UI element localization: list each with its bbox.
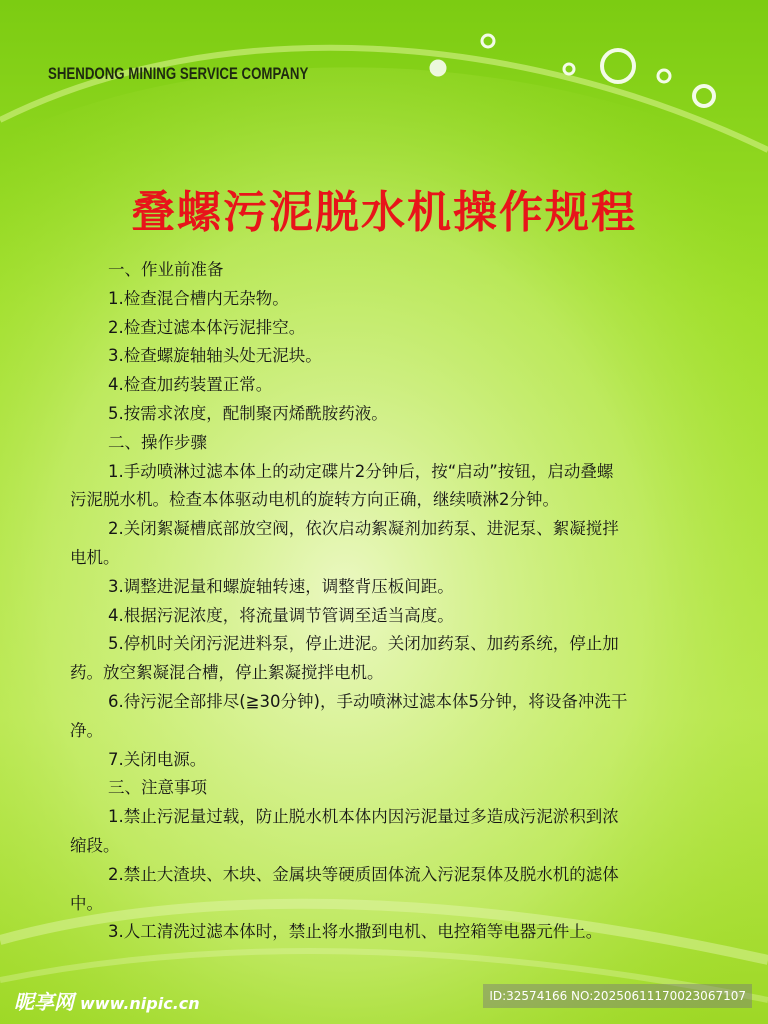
text-line: 4.检查加药装置正常。 <box>108 375 273 395</box>
text-line: 2.检查过滤本体污泥排空。 <box>108 317 306 337</box>
watermark-logo-text: 昵享网 <box>14 990 74 1014</box>
page-title: 叠螺污泥脱水机操作规程 <box>131 187 637 238</box>
text-line: 三、注意事项 <box>108 778 207 798</box>
text-line: 4.根据污泥浓度，将流量调节管调至适当高度。 <box>108 605 454 625</box>
text-line: 3.检查螺旋轴轴头处无泥块。 <box>108 346 322 366</box>
text-line: 2.关闭絮凝槽底部放空阀，依次启动絮凝剂加药泵、进泥泵、絮凝搅拌 <box>108 519 619 539</box>
text-line: 2.禁止大渣块、木块、金属块等硬质固体流入污泥泵体及脱水机的滤体 <box>108 864 619 884</box>
text-line: 1.禁止污泥量过载，防止脱水机本体内因污泥量过多造成污泥淤积到浓 <box>108 807 619 827</box>
text-line: 5.按需求浓度，配制聚丙烯酰胺药液。 <box>108 403 388 423</box>
text-line: 二、操作步骤 <box>108 432 207 452</box>
text-line: 净。 <box>70 720 103 740</box>
image-id-label: ID:32574166 NO:20250611170023067107 <box>483 984 752 1008</box>
text-line: 5.停机时关闭污泥进料泵，停止进泥。关闭加药泵、加药系统，停止加 <box>108 634 619 654</box>
text-line: 3.调整进泥量和螺旋轴转速，调整背压板间距。 <box>108 576 454 596</box>
text-line: 药。放空絮凝混合槽，停止絮凝搅拌电机。 <box>70 663 384 683</box>
text-line: 缩段。 <box>70 835 120 855</box>
company-name: SHENDONG MINING SERVICE COMPANY <box>48 64 309 83</box>
text-line: 3.人工清洗过滤本体时，禁止将水撒到电机、电控箱等电器元件上。 <box>108 922 603 942</box>
watermark-logo <box>14 986 200 1015</box>
text-line: 6.待污泥全部排尽(≧30分钟)，手动喷淋过滤本体5分钟，将设备冲洗干 <box>108 691 628 711</box>
text-line: 电机。 <box>70 547 120 567</box>
text-line: 一、作业前准备 <box>108 260 224 279</box>
procedure-text <box>70 256 710 947</box>
watermark-site: www.nipic.cn <box>80 994 200 1013</box>
text-line: 7.关闭电源。 <box>108 749 207 769</box>
text-line: 1.手动喷淋过滤本体上的动定碟片2分钟后，按“启动”按钮，启动叠螺 <box>108 461 614 481</box>
text-line: 污泥脱水机。检查本体驱动电机的旋转方向正确，继续喷淋2分钟。 <box>70 490 559 510</box>
text-line: 中。 <box>70 893 103 913</box>
text-line: 1.检查混合槽内无杂物。 <box>108 288 289 308</box>
